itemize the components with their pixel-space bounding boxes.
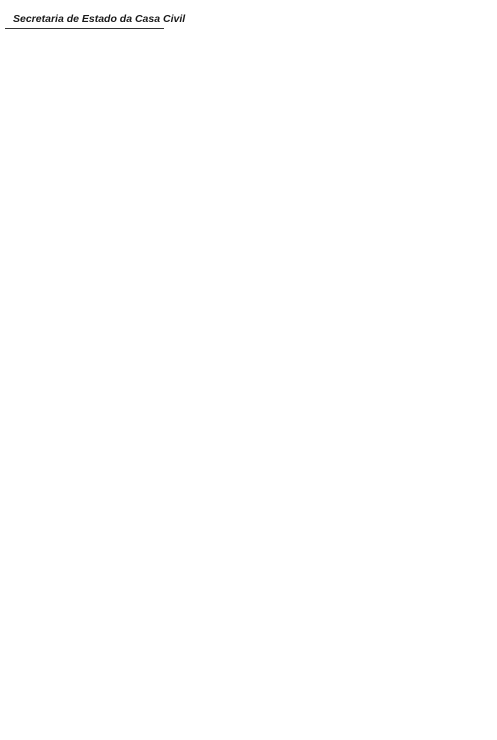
appointment-entry <box>170 393 329 413</box>
appointment-entry <box>170 84 329 104</box>
appointment-entry <box>5 167 164 187</box>
entries-column-3 <box>334 3 493 572</box>
preamble <box>5 53 164 73</box>
appointment-entry <box>170 344 329 364</box>
appointment-entry <box>170 447 329 472</box>
appointment-entry <box>5 189 164 219</box>
appointment-entry <box>5 476 164 496</box>
appointment-entry <box>334 165 493 185</box>
appointment-entry <box>5 427 164 447</box>
appointment-entry <box>5 86 164 116</box>
appointment-entry <box>5 221 164 246</box>
appointment-entry <box>334 550 493 570</box>
appointment-entry <box>334 263 493 283</box>
appointment-entry <box>334 138 493 163</box>
appointment-entry <box>170 3 329 33</box>
appointment-entry <box>5 270 164 290</box>
appointment-entry <box>170 550 329 570</box>
appointment-entry <box>5 530 164 555</box>
appointment-entry <box>170 241 329 261</box>
appointment-entry <box>334 393 493 413</box>
appointment-entry <box>334 57 493 82</box>
appointment-entry <box>5 395 164 425</box>
appointment-entry <box>334 366 493 391</box>
appointment-entry <box>334 187 493 207</box>
column-1 <box>5 3 186 740</box>
appointment-entry <box>5 449 164 474</box>
appointment-entry <box>170 496 329 516</box>
appointment-entry <box>5 498 164 528</box>
acts-heading <box>5 37 164 47</box>
appointment-entry <box>170 263 329 283</box>
appointment-entry <box>334 241 493 261</box>
appointment-entry <box>334 3 493 33</box>
appointment-entry <box>170 138 329 163</box>
appointment-entry <box>334 496 493 516</box>
appointment-entry <box>334 285 493 310</box>
appointment-entry <box>170 474 329 494</box>
appointment-entry <box>170 594 329 619</box>
appointment-entry <box>170 57 329 82</box>
appointment-entry <box>334 415 493 445</box>
appointment-entry <box>170 165 329 185</box>
column-3 <box>334 3 493 740</box>
appointment-entry <box>170 572 329 592</box>
appointment-entry <box>334 84 493 104</box>
entries-column-2 <box>170 3 329 653</box>
appointment-entry <box>5 118 164 138</box>
appointment-entry <box>5 140 164 165</box>
appointment-entry <box>170 209 329 239</box>
appointment-entry <box>170 621 329 651</box>
appointment-entry <box>5 579 164 599</box>
appointment-entry <box>334 106 493 136</box>
appointment-entry <box>334 447 493 472</box>
appointment-entry <box>170 187 329 207</box>
appointment-entry <box>5 633 164 653</box>
appointment-entry <box>5 557 164 577</box>
appointment-entry <box>5 248 164 268</box>
appointment-entry <box>170 35 329 55</box>
appointment-entry <box>334 35 493 55</box>
appointment-entry <box>5 346 164 366</box>
appointment-entry <box>170 366 329 391</box>
appointment-entry <box>5 601 164 631</box>
appointment-entry <box>5 324 164 344</box>
appointment-entry <box>334 344 493 364</box>
appointment-entry <box>334 312 493 342</box>
appointment-entry <box>170 106 329 136</box>
resolve-label <box>5 77 164 82</box>
appointment-entry <box>170 518 329 548</box>
appointment-entry <box>334 209 493 239</box>
appointment-entry <box>5 368 164 393</box>
column-2 <box>170 3 329 740</box>
appointment-entry <box>5 292 164 322</box>
appointment-entry <box>334 474 493 494</box>
entries-column-1 <box>5 86 164 655</box>
appointment-entry <box>170 285 329 310</box>
appointment-entry <box>170 312 329 342</box>
section-title: Secretaria de Estado da Casa Civil <box>5 3 164 29</box>
appointment-entry <box>334 518 493 548</box>
appointment-entry <box>170 415 329 445</box>
